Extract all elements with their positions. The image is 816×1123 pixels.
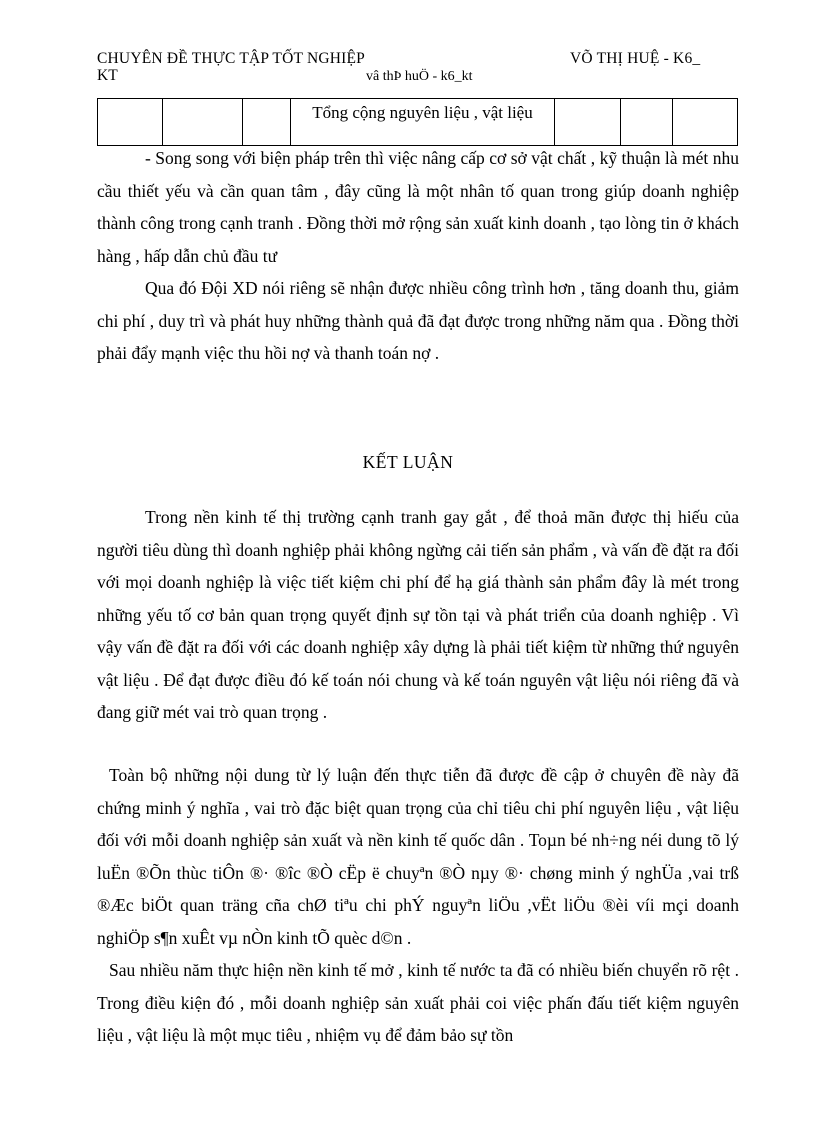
table-cell bbox=[673, 99, 738, 146]
table-cell bbox=[163, 99, 243, 146]
paragraph-conclusion-1: Trong nền kinh tế thị trường cạnh tranh gay gắt , để thoả mãn được thị hiếu của người tiêu dùng thì doanh nghiệp phải không ngừng cải tiến sản phẩm , và vấn đề đặt ra đối với mọi doanh nghiệp là việc tiết kiệm chi phí để hạ giá thành sản phẩm đây là mét trong những yếu tố cơ bản quan trọng quyết định sự tồn tại và phát triển của doanh nghiệp . Vì vậy vấn đề đặt ra đối với các doanh nghiệp xây dựng là phải tiết kiệm từ những thứ nguyên vật liệu . Để đạt được điều đó kế toán nói chung và kế toán nguyên vật liệu nói riêng đã và đang giữ mét vai trò quan trọng . bbox=[97, 507, 739, 722]
header-title: CHUYÊN ĐỀ THỰC TẬP TỐT NGHIỆP bbox=[97, 50, 365, 67]
table-cell bbox=[555, 99, 621, 146]
paragraph-upgrade-facilities: - Song song với biện pháp trên thì việc nâng cấp cơ sở vật chất , kỹ thuận là mét nhu cầu thiết yếu và cần quan tâm , đây cũng là một nhân tố quan trong giúp doanh nghiệp thành công trong cạnh tranh . Đồng thời mở rộng sản xuất kinh doanh , tạo lòng tin ở khách hàng , hấp dẫn chủ đầu tư bbox=[97, 148, 739, 266]
table-cell-total-label: Tổng cộng nguyên liệu , vật liệu bbox=[291, 99, 555, 146]
table-cell bbox=[98, 99, 163, 146]
conclusion-heading: KẾT LUẬN bbox=[362, 452, 454, 472]
paragraph-conclusion-3: Sau nhiều năm thực hiện nền kinh tế mở , kinh tế nước ta đã có nhiều biến chuyển rõ rệt . Trong điều kiện đó , mỗi doanh nghiệp sản xuất phải coi việc phấn đấu tiết kiệm nguyên liệu , vật liệu là một mục tiêu , nhiệm vụ để đảm bảo sự tồn bbox=[97, 960, 739, 1045]
header-author-continued: KT bbox=[97, 67, 118, 84]
table-row bbox=[98, 99, 738, 146]
header-subtitle: vâ thÞ huÖ - k6_kt bbox=[366, 69, 473, 84]
header-author: VÕ THỊ HUỆ - K6_ bbox=[570, 50, 701, 67]
paragraph-conclusion-2: Toàn bộ những nội dung từ lý luận đến thực tiễn đã được đề cập ở chuyên đề này đã chứng minh ý nghĩa , vai trò đặc biệt quan trọng của chỉ tiêu chi phí nguyên liệu , vật liệu đối với mỗi doanh nghiệp sản xuất và nền kinh tế quốc dân . Toµn bé nh÷ng néi dung tõ lý luËn ®Õn thùc tiÔn ®· ®îc ®Ò cËp ë chuyªn ®Ò nµy ®· chøng minh ý nghÜa ,vai trß ®Æc biÖt quan träng cña chØ tiªu chi phÝ nguyªn liÖu ,vËt liÖu ®èi víi mçi doanh nghiÖp s¶n xuÊt vµ nÒn kinh tÕ quèc d©n . bbox=[97, 765, 739, 948]
summary-table bbox=[97, 98, 738, 146]
paragraph-team-benefits: Qua đó Đội XD nói riêng sẽ nhận được nhiều công trình hơn , tăng doanh thu, giảm chi phí , duy trì và phát huy những thành quả đã đạt được trong những năm qua . Đồng thời phải đẩy mạnh việc thu hồi nợ và thanh toán nợ . bbox=[97, 278, 739, 363]
table-cell bbox=[621, 99, 673, 146]
table-cell bbox=[243, 99, 291, 146]
